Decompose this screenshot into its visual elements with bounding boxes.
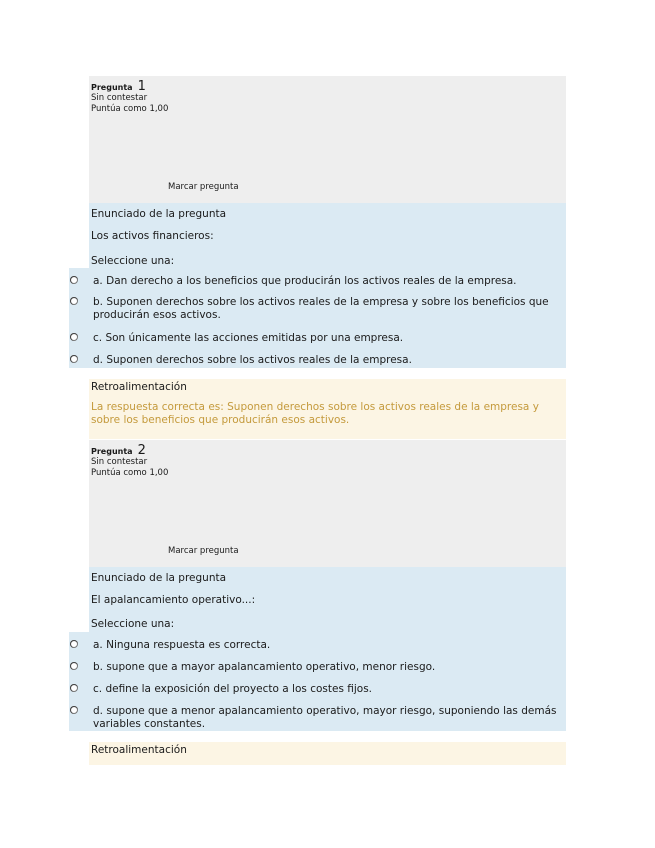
radio-button[interactable] (70, 640, 78, 648)
question-2-info (89, 440, 566, 567)
question-text: El apalancamiento operativo...: (91, 594, 256, 606)
radio-button[interactable] (70, 684, 78, 692)
option-label: a. Ninguna respuesta es correcta. (93, 639, 271, 651)
radio-button[interactable] (70, 706, 78, 714)
option-label: b. supone que a mayor apalancamiento operativo, menor riesgo. (93, 661, 436, 673)
option-label: c. define la exposición del proyecto a los costes fijos. (93, 683, 373, 695)
feedback-box (89, 742, 566, 765)
question-text: Los activos financieros: (91, 230, 214, 242)
option-label: c. Son únicamente las acciones emitidas por una empresa. (93, 332, 404, 344)
question-status: Sin contestar (91, 93, 148, 103)
question-status: Sin contestar (91, 457, 148, 467)
radio-button[interactable] (70, 276, 78, 284)
flag-question-link[interactable]: Marcar pregunta (168, 182, 239, 192)
question-score: Puntúa como 1,00 (91, 468, 169, 478)
question-label: Pregunta (91, 83, 133, 92)
question-label: Pregunta (91, 447, 133, 456)
feedback-text: La respuesta correcta es: Suponen derechos sobre los activos reales de la empresa y sobre los beneficios que producirán esos activos. (91, 401, 539, 426)
question-number: 1 (137, 79, 146, 94)
flag-question-link[interactable]: Marcar pregunta (168, 546, 239, 556)
option-label: d. Suponen derechos sobre los activos reales de la empresa. (93, 354, 412, 366)
radio-button[interactable] (70, 355, 78, 363)
question-number: 2 (137, 443, 146, 458)
select-prompt: Seleccione una: (91, 255, 175, 267)
feedback-heading: Retroalimentación (91, 381, 187, 393)
feedback-heading: Retroalimentación (91, 744, 187, 756)
option-label: b. Suponen derechos sobre los activos reales de la empresa y sobre los beneficios que producirán esos activos. (93, 296, 549, 321)
question-1-info (89, 76, 566, 203)
radio-button[interactable] (70, 333, 78, 341)
option-label: d. supone que a menor apalancamiento operativo, mayor riesgo, suponiendo las demás variables constantes. (93, 705, 557, 730)
feedback-box (89, 379, 566, 439)
radio-button[interactable] (70, 662, 78, 670)
statement-heading: Enunciado de la pregunta (91, 208, 227, 220)
statement-heading: Enunciado de la pregunta (91, 572, 227, 584)
select-prompt: Seleccione una: (91, 618, 175, 630)
question-score: Puntúa como 1,00 (91, 104, 169, 114)
radio-button[interactable] (70, 297, 78, 305)
option-label: a. Dan derecho a los beneficios que producirán los activos reales de la empresa. (93, 275, 517, 287)
